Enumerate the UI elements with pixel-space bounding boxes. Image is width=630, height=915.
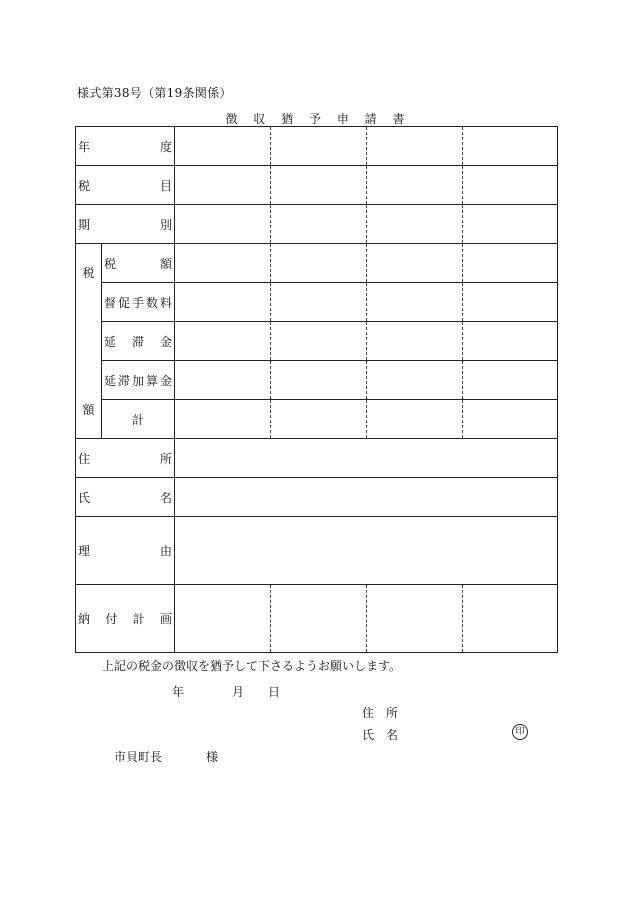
period-cell-4[interactable] [463,205,558,244]
addressee [114,748,218,765]
row-address [76,439,558,478]
tax-cell-2[interactable] [271,244,367,283]
tax-cell-1[interactable] [175,244,271,283]
title-char: 猶 [281,112,294,126]
form-title [0,110,630,127]
title-char: 収 [253,112,266,126]
row-delinquent [76,322,558,361]
label-tax-amount-group: 税 額 [76,244,102,439]
label-name: 氏 名 [76,478,175,517]
title-char: 請 [364,112,377,126]
label-payment-plan: 納 付 計 画 [76,585,175,653]
total-cell-1[interactable] [175,400,271,439]
row-surcharge [76,361,558,400]
fiscal-year-cell-3[interactable] [367,127,463,166]
tax-cell-4[interactable] [463,244,558,283]
total-cell-2[interactable] [271,400,367,439]
name-field[interactable] [175,478,558,517]
surcharge-cell-1[interactable] [175,361,271,400]
reminder-fee-cell-4[interactable] [463,283,558,322]
row-payment-plan [76,585,558,653]
application-table [75,126,558,653]
label-surcharge: 延 滞 加 算 金 [102,361,175,400]
reminder-fee-cell-1[interactable] [175,283,271,322]
reminder-fee-cell-2[interactable] [271,283,367,322]
seal-icon: 印 [512,724,528,740]
total-cell-3[interactable] [367,400,463,439]
period-cell-1[interactable] [175,205,271,244]
fiscal-year-cell-4[interactable] [463,127,558,166]
period-cell-3[interactable] [367,205,463,244]
date-month: 月 [232,685,245,699]
label-tax-item: 税 目 [76,166,175,205]
date-day: 日 [268,685,281,699]
row-period [76,205,558,244]
row-fiscal-year [76,127,558,166]
row-reminder-fee [76,283,558,322]
period-cell-2[interactable] [271,205,367,244]
payment-plan-cell-2[interactable] [271,585,367,653]
label-reminder-fee: 督 促 手 数 料 [102,283,175,322]
title-char: 書 [392,112,405,126]
label-reason: 理 由 [76,517,175,585]
form-number: 様式第38号（第19条関係） [77,86,232,100]
applicant-address-label: 住 所 [362,706,399,720]
date-year: 年 [172,685,185,699]
title-char: 申 [336,112,349,126]
payment-plan-cell-4[interactable] [463,585,558,653]
tax-item-cell-4[interactable] [463,166,558,205]
delinquent-cell-4[interactable] [463,322,558,361]
fiscal-year-cell-1[interactable] [175,127,271,166]
date-line [172,683,280,700]
surcharge-cell-2[interactable] [271,361,367,400]
label-fiscal-year: 年 度 [76,127,175,166]
label-delinquent: 延 滞 金 [102,322,175,361]
total-cell-4[interactable] [463,400,558,439]
addressee-honorific: 様 [206,750,219,764]
delinquent-cell-1[interactable] [175,322,271,361]
applicant-name-label: 氏 名 [362,728,399,742]
tax-cell-3[interactable] [367,244,463,283]
label-total: 計 [102,400,175,439]
reason-field[interactable] [175,517,558,585]
payment-plan-cell-3[interactable] [367,585,463,653]
row-name [76,478,558,517]
surcharge-cell-4[interactable] [463,361,558,400]
request-sentence: 上記の税金の徴収を猶予して下さるようお願いします。 [102,659,402,673]
payment-plan-cell-1[interactable] [175,585,271,653]
reminder-fee-cell-3[interactable] [367,283,463,322]
addressee-name: 市貝町長 [114,750,163,764]
label-period: 期 別 [76,205,175,244]
surcharge-cell-3[interactable] [367,361,463,400]
title-char: 徴 [225,112,238,126]
tax-item-cell-1[interactable] [175,166,271,205]
row-tax [76,244,558,283]
delinquent-cell-2[interactable] [271,322,367,361]
label-tax: 税 額 [102,244,175,283]
delinquent-cell-3[interactable] [367,322,463,361]
tax-item-cell-2[interactable] [271,166,367,205]
row-total [76,400,558,439]
address-field[interactable] [175,439,558,478]
label-address: 住 所 [76,439,175,478]
fiscal-year-cell-2[interactable] [271,127,367,166]
tax-item-cell-3[interactable] [367,166,463,205]
row-tax-item [76,166,558,205]
title-char: 予 [308,112,321,126]
row-reason [76,517,558,585]
